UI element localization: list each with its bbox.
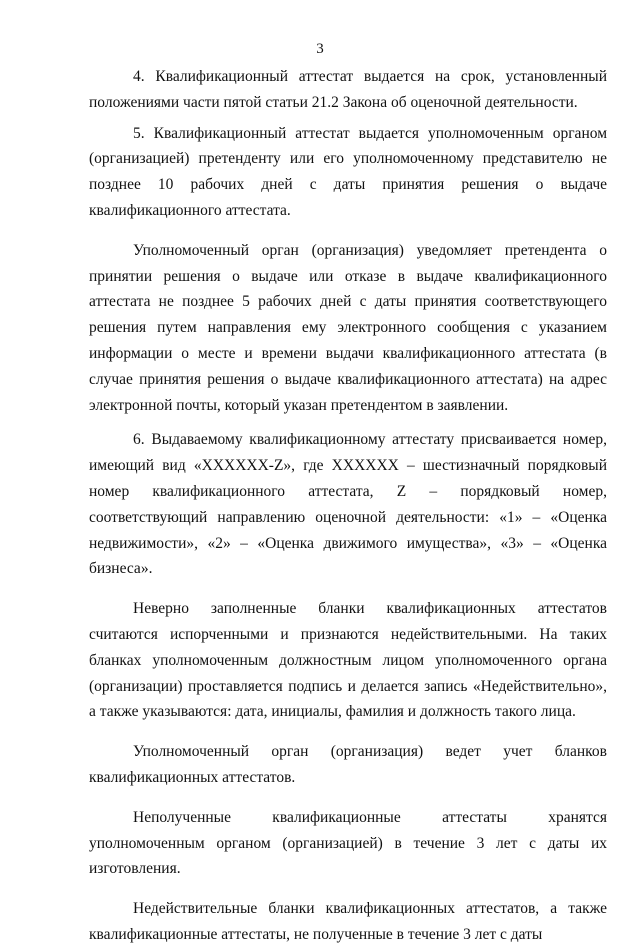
document-body: [89, 64, 607, 948]
page-number: 3: [316, 41, 324, 57]
paragraph-accounting: Уполномоченный орган (организация) ведет учет бланков квалификационных аттестатов.: [89, 743, 607, 786]
paragraph-unclaimed-storage: Неполученные квалификационные аттестаты хранятся уполномоченным органом (организацией) в течение 3 лет с даты их изготовления.: [89, 808, 607, 878]
paragraph-notification: Уполномоченный орган (организация) уведомляет претендента о принятии решения о выдаче или отказе в выдаче квалификационного аттестата не позднее 5 рабочих дней с даты принятия соответствующего решения путем направления ему электронного сообщения с указанием информации о месте и времени выдачи квалификационного аттестата (в случае принятия решения о выдаче квалификационного аттестата) на адрес электронной почты, который указан претендентом в заявлении.: [89, 241, 607, 414]
paragraph-invalid-destruction: Недействительные бланки квалификационных аттестатов, а также квалификационные аттестаты, не полученные в течение 3 лет с даты: [89, 900, 607, 943]
paragraph-6-numbering: 6. Выдаваемому квалификационному аттестату присваивается номер, имеющий вид «XXXXXX-Z», где XXXXXX – шестизначный порядковый номер квалификационного аттестата, Z – порядковый номер, соответствующий направлению оценочной деятельности: «1» – «Оценка недвижимости», «2» – «Оценка движимого имущества», «3» – «Оценка бизнеса».: [89, 431, 607, 578]
paragraph-4-term: 4. Квалификационный аттестат выдается на срок, установленный положениями части пятой статьи 21.2 Закона об оценочной деятельности.: [89, 68, 607, 111]
paragraph-invalid-blanks: Неверно заполненные бланки квалификационных аттестатов считаются испорченными и признаются недействительными. На таких бланках уполномоченным должностным лицом уполномоченного органа (организации) проставляется подпись и делается запись «Недействительно», а также указываются: дата, инициалы, фамилия и должность такого лица.: [89, 600, 607, 721]
paragraph-5-issuance: 5. Квалификационный аттестат выдается уполномоченным органом (организацией) претенденту или его уполномоченному представителю не позднее 10 рабочих дней с даты принятия решения о выдаче квалификационного аттестата.: [89, 124, 607, 219]
